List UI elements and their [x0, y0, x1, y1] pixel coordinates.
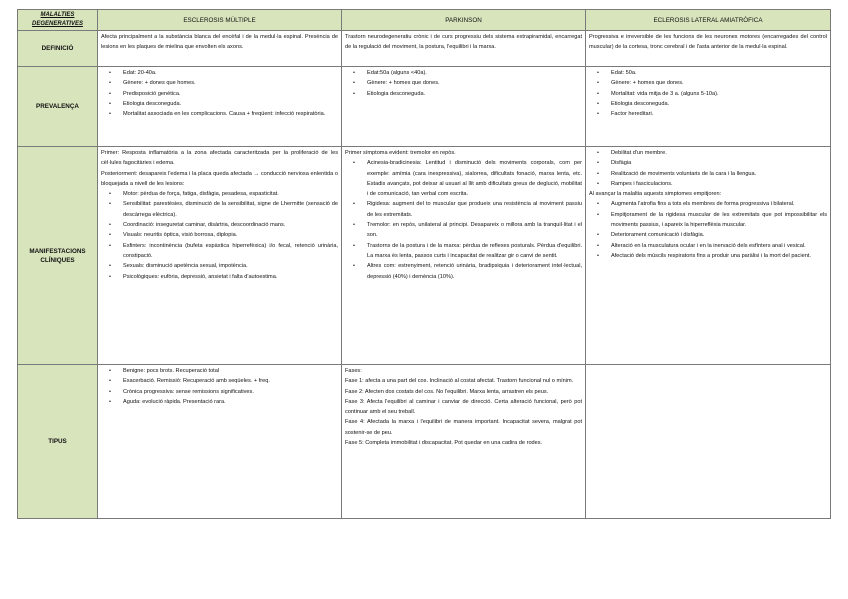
list-item: • Predisposició genètica. — [123, 89, 338, 99]
list-item: • Rigidesa: augment del to muscular que produeix una resistència al moviment passiu de les extremitats. — [367, 199, 582, 220]
list-item: • Mortalitat: vida mitja de 3 a. (alguns 5-10a). — [611, 89, 827, 99]
list-item: • Edat: 50a. — [611, 68, 827, 78]
pk-fase: Fase 5: Completa immobilitat i discapacitat. Pot quedar en una cadira de rodes. — [345, 440, 543, 447]
row-prevalenca — [18, 67, 831, 147]
list-item: • Sexuals: disminució apetència sexual, impotència. — [123, 261, 338, 271]
pk-fases-title: Fases: — [345, 368, 362, 374]
list-item: • Esfinters: incontinència (bufeta espàstica hiperrefèxica) i/o fecal, retenció urinària, constipació. — [123, 241, 338, 262]
list-item: • Edat:50a (alguns <40a). — [367, 68, 582, 78]
list-item: • Augmenta l'atrofia fins a tots els membres de forma progressiva i bilateral. — [611, 199, 827, 209]
pk-fase: Fase 1: afecta a una part del cos. Inclinació al costat afectat. Trastorn funcional nul o mínim. — [345, 378, 574, 385]
list-item: • Trastorns de la postura i de la marxa: pèrdua de reflexes posturals. Pèrdua d'equilibri. La marxa és lenta, passos curts i incapacitat de realitzar gir o canvi de sentit. — [367, 241, 582, 262]
column-header-als: ECLEROSIS LATERAL AMIATRÒFICA — [586, 10, 831, 31]
list-item: • Factor hereditari. — [611, 109, 827, 119]
list-item: • Motor: pèrdua de força, fatiga, disfàgia, pesadesa, espasticitat. — [123, 189, 338, 199]
row-manifestacions — [18, 147, 831, 365]
list-item: • Acinesia-bradicinesia: Lentitud i disminució dels moviments corporals, com per exemple: amímia (cara inexpressiva), sialorrea, dificultats fonació, marxa lenta, etc. Estadis avançats, pot deixar al usuari al llit amb dificultats greus de deglució, mobilitat i de comunicació, tan verbal com escrita. — [367, 158, 582, 199]
row-label-line: MANIFESTACIONS — [29, 247, 86, 255]
list-item: • Etiologia desconeguda. — [367, 89, 582, 99]
list-item: • Disfàgia — [611, 158, 827, 168]
list-item: • Altres com: estrenyiment, retenció urinària, bradipsiquia i deteriorament intel·lectual, depressió (40%) i demència (10%). — [367, 261, 582, 282]
pk-fase: Fase 4: Afectada la marxa i l'equilibri de manera important. Incapacitat severa, malgrat pot sostenir-se de peu. — [345, 419, 582, 436]
degenerative-diseases-table — [17, 9, 831, 519]
list-item: • Gènere: + homes que dones. — [611, 78, 827, 88]
cell-prevalenca-parkinson — [342, 67, 586, 147]
cell-definicio-parkinson: Trastorn neurodegeneratiu crònic i de curs progressiu dels sistema extrapiramidal, encarregat de la regulació del moviment, la postura, l'equilibri i la marxa. — [342, 31, 586, 67]
list-item: • Alteració en la musculatura ocular i en la inervació dels esfínters anal i vesical. — [611, 241, 827, 251]
list-item: • Empitjorament de la rigidesa muscular de les extremitats que pot impossibilitar els moviments passius, i apareix la hiperreflèxia muscular. — [611, 210, 827, 231]
list-item: • Benigne: pocs brots. Recuperació total — [123, 366, 338, 376]
list-item: • Afectació dels múscils respiratoris fins a produir una paràlisi i la mort del pacient. — [611, 251, 827, 261]
row-label-tipus: TIPUS — [18, 365, 98, 519]
cell-tipus-ela — [586, 365, 831, 519]
manifestacions-ela-list — [589, 148, 827, 189]
cell-prevalenca-em — [98, 67, 342, 147]
corner-title-line1: MALALTIES — [40, 12, 75, 18]
corner-cell — [18, 10, 98, 31]
cell-manifestacions-parkinson — [342, 147, 586, 365]
list-item: • Deteriorament comunicació i disfàgia. — [611, 230, 827, 240]
pk-fase: Fase 3: Afecta l'equilibri al caminar i canviar de direcció. Certa alteració funcional, però pot continuar amb el seu treball. — [345, 398, 582, 416]
row-label-line: CLÍNIQUES — [40, 256, 75, 264]
ela-mid-text: Al avançar la malaltia aquests simptomes empitjoren: — [589, 191, 722, 198]
cell-definicio-ela: Progressiva e irreversible de les funcions de les neurones motores (encarregades del control muscular) de la cortesa, tronc cerebral i de l'asta anterior de la medul·la espinal. — [586, 31, 831, 67]
prevalenca-pk-list — [345, 68, 582, 99]
tipus-em-list — [101, 366, 338, 407]
list-item: • Visuals: neuritis òptica, visió borrosa, diplopia. — [123, 230, 338, 240]
header-row — [18, 10, 831, 31]
row-label-manifestacions — [18, 147, 98, 365]
column-header-multiple-sclerosis: ESCLEROSIS MÚLTIPLE — [98, 10, 342, 31]
column-header-parkinson: PARKINSON — [342, 10, 586, 31]
list-item: • Mortalitat associada en les complicacions. Causa + freqüent: infecció respiratòria. — [123, 109, 338, 119]
list-item: • Psicològiques: eufòria, depressió, ansietat i falta d'autoestima. — [123, 272, 338, 282]
list-item: • Edat: 20-40a. — [123, 68, 338, 78]
list-item: • Aguda: evolució ràpida. Presentació rara. — [123, 397, 338, 407]
cell-manifestacions-ela — [586, 147, 831, 365]
row-label-prevalenca: PREVALENÇA — [18, 67, 98, 147]
row-label-definicio: DEFINICIÓ — [18, 31, 98, 67]
list-item: • Tremolor: en repòs, unilateral al principi. Desapareix o millora amb la tranquil·litat i el son. — [367, 220, 582, 241]
pk-intro: Primer símptoma evident: tremolor en repòs. — [345, 150, 456, 156]
manifestacions-em-list — [101, 189, 338, 282]
list-item: • Sensibilitat: parestèsies, disminució de la sensibilitat, signe de Lhermitte (sensació de descàrrega elèctrica). — [123, 199, 338, 220]
manifestacions-pk-list — [345, 158, 582, 282]
manifestacions-ela-list-2 — [589, 199, 827, 261]
row-definicio — [18, 31, 831, 67]
prevalenca-em-list — [101, 68, 338, 119]
list-item: • Crònica progressiva: sense remissions significatives. — [123, 387, 338, 397]
list-item: • Debilitat d'un membre. — [611, 148, 827, 158]
list-item: • Etiologia desconeguda. — [611, 99, 827, 109]
cell-prevalenca-ela — [586, 67, 831, 147]
list-item: • Gènere: + dones que homes. — [123, 78, 338, 88]
prevalenca-ela-list — [589, 68, 827, 119]
list-item: • Exacerbació. Remissió: Recuperació amb seqüeles. + freq. — [123, 376, 338, 386]
list-item: • Coordinació: inseguretat caminar, disàrtria, descoordinació mans. — [123, 220, 338, 230]
list-item: • Realització de moviments voluntaris de la cara i la llengua. — [611, 169, 827, 179]
list-item: • Gènere: + homes que dones. — [367, 78, 582, 88]
cell-tipus-parkinson — [342, 365, 586, 519]
list-item: • Rampes i fasciculacions. — [611, 179, 827, 189]
em-intro: Primer: Resposta inflamatòria a la zona afectada caracteritzada per la proliferació de les cèl·lules fagocitàries i edema. — [101, 150, 338, 167]
em-intro-2: Posteriorment: desapareix l'edema i la placa queda afectada → conducció nerviosa enlentida o bloquejada a nivell de les lesions: — [101, 170, 338, 187]
cell-manifestacions-em — [98, 147, 342, 365]
list-item: • Etiologia desconeguda. — [123, 99, 338, 109]
cell-tipus-em — [98, 365, 342, 519]
pk-fase: Fase 2: Afecten dos costats del cos. No l'equilibri. Marxa lenta, arrastren els peus. — [345, 388, 549, 395]
corner-title-line2: DEGENERATIVES — [32, 21, 83, 27]
row-tipus — [18, 365, 831, 519]
cell-definicio-em: Afecta principalment a la substància blanca del encèfal i de la medul·la espinal. Presència de lesions en les plaques de mielina que envolten els axons. — [98, 31, 342, 67]
